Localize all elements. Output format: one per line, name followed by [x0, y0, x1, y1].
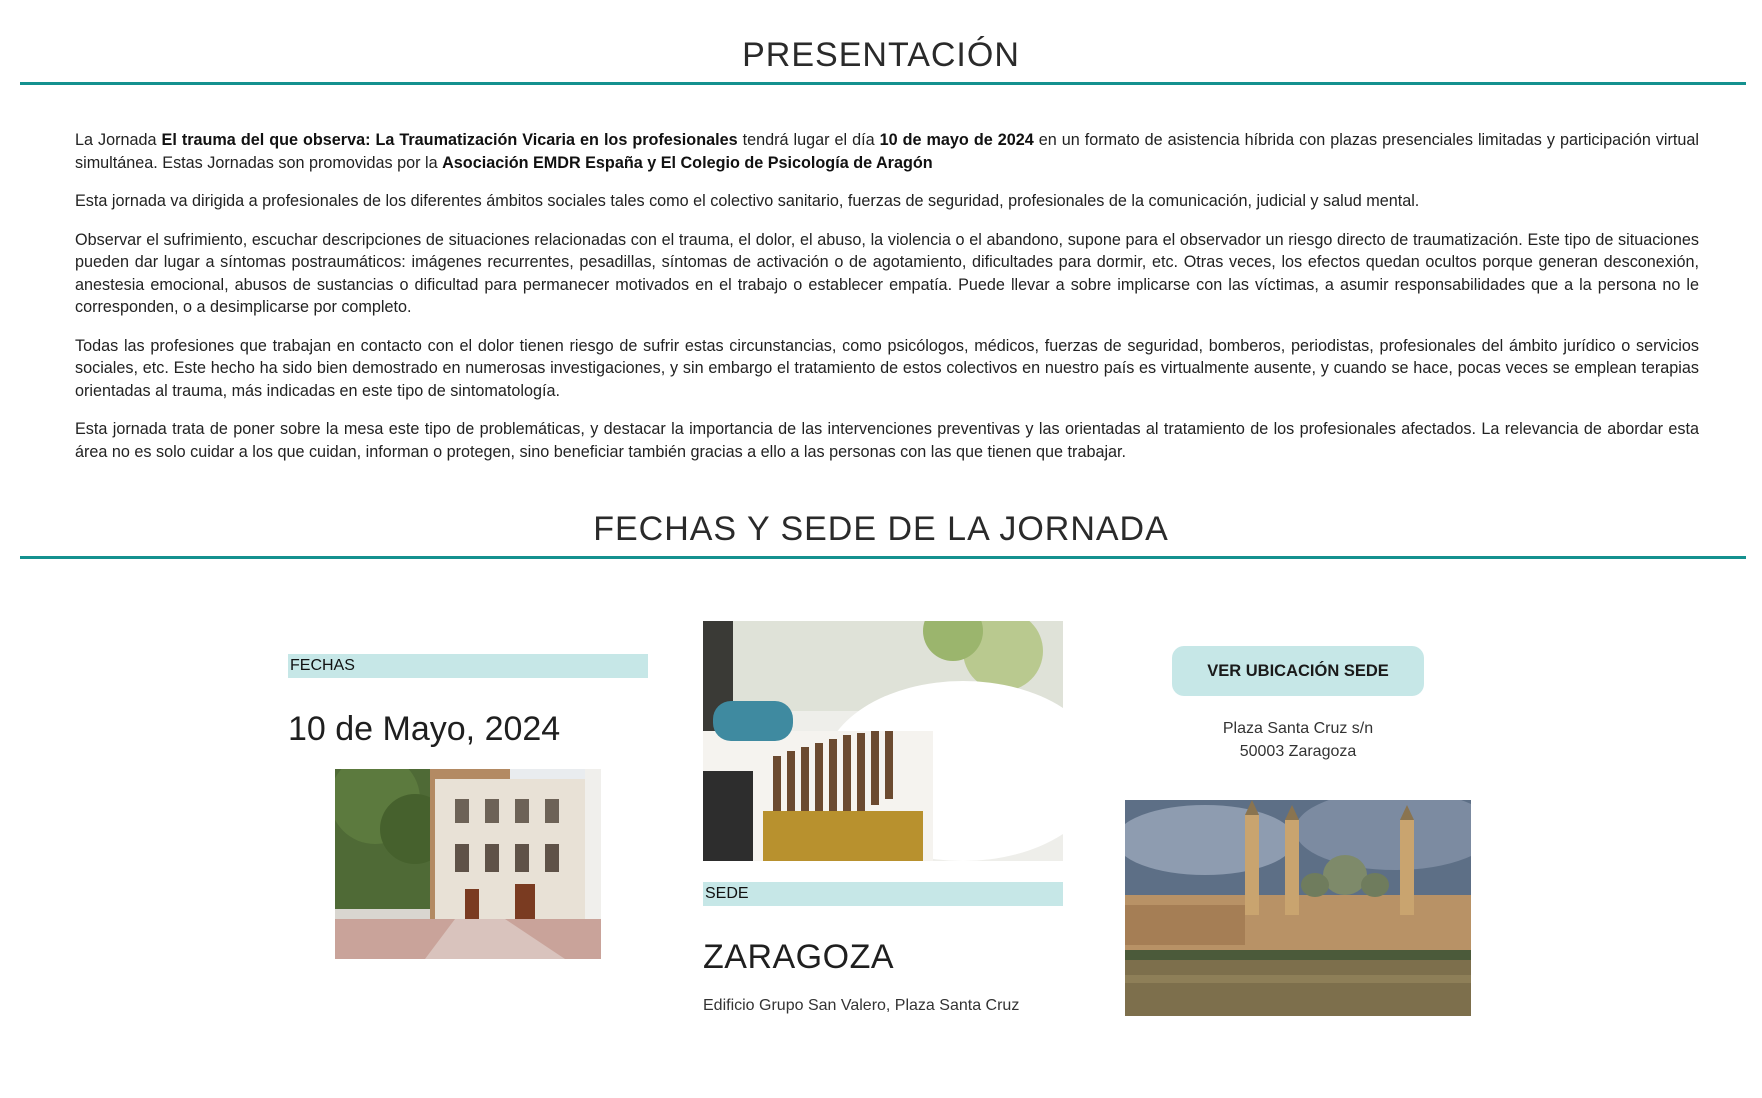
venue-address	[1090, 717, 1506, 763]
intro-paragraph-3: Observar el sufrimiento, escuchar descripciones de situaciones relacionadas con el trauma, el dolor, el abuso, la violencia o el abandono, supone para el observador un riesgo directo de traumatización. Este tipo de situaciones pueden dar lugar a síntomas postraumáticos: imágenes recurrentes, pesadillas, síntomas de activación o de agotamiento, dificultades para dormir, etc. Otras veces, los efectos quedan ocultos porque generan desconexión, anestesia emocional, abusos de sustancias o dificultad para permanecer motivados en el trabajo o establecer empatía. Puede llevar a sobre implicarse con las víctimas, a asumir responsabilidades que a la persona no le corresponden, o a desimplicarse por completo.	[75, 230, 1699, 316]
presentation-title: PRESENTACIÓN	[742, 36, 1020, 74]
event-photo	[703, 621, 1063, 861]
venue-building: Edificio Grupo San Valero, Plaza Santa Cruz	[703, 997, 1020, 1014]
zaragoza-basilica-photo	[1125, 800, 1471, 1016]
presentation-body	[75, 129, 1699, 479]
venue-city: ZARAGOZA	[703, 938, 895, 976]
venue-divider	[20, 556, 1746, 559]
dates-label: FECHAS	[288, 654, 648, 678]
building-photo	[335, 769, 601, 959]
venue-title: FECHAS Y SEDE DE LA JORNADA	[593, 510, 1169, 548]
event-date-large: 10 de Mayo, 2024	[288, 710, 561, 748]
event-date: 10 de mayo de 2024	[879, 131, 1034, 149]
intro-paragraph-2: Esta jornada va dirigida a profesionales de los diferentes ámbitos sociales tales como el colectivo sanitario, fuerzas de seguridad, profesionales de la comunicación, judicial y salud mental.	[75, 192, 1420, 210]
intro-paragraph-5: Esta jornada trata de poner sobre la mesa este tipo de problemáticas, y destacar la importancia de las intervenciones preventivas y las orientadas al tratamiento de los profesionales afectados. La relevancia de abordar esta área no es solo cuidar a los que cuidan, informan o protegen, sino beneficiar también gracias a ello a las personas con las que tienen que trabajar.	[75, 420, 1699, 461]
address-line-2: 50003 Zaragoza	[1239, 743, 1357, 760]
event-title: El trauma del que observa: La Traumatización Vicaria en los profesionales	[161, 131, 738, 149]
presentation-divider	[20, 82, 1746, 85]
intro-paragraph-1: La Jornada El trauma del que observa: La Traumatización Vicaria en los profesionales tendrá lugar el día 10 de mayo de 2024 en un formato de asistencia híbrida con plazas presenciales limitadas y participación virtual simultánea. Estas Jornadas son promovidas por la Asociación EMDR España y El Colegio de Psicología de Aragón	[75, 131, 1700, 172]
sede-label: SEDE	[703, 882, 1063, 906]
intro-paragraph-4: Todas las profesiones que trabajan en contacto con el dolor tienen riesgo de sufrir estas circunstancias, como psicólogos, médicos, fuerzas de seguridad, bomberos, periodistas, profesionales del ámbito jurídico o servicios sociales, etc. Este hecho ha sido bien demostrado en numerosas investigaciones, y sin embargo el tratamiento de estos colectivos en nuestro país es virtualmente ausente, y cuando se hace, pocas veces se emplean terapias orientadas al trauma, más indicadas en este tipo de sintomatología.	[75, 336, 1699, 400]
address-line-1: Plaza Santa Cruz s/n	[1222, 720, 1374, 737]
view-location-button[interactable]: VER UBICACIÓN SEDE	[1172, 646, 1424, 696]
event-promoters: Asociación EMDR España y El Colegio de Psicología de Aragón	[442, 153, 933, 172]
